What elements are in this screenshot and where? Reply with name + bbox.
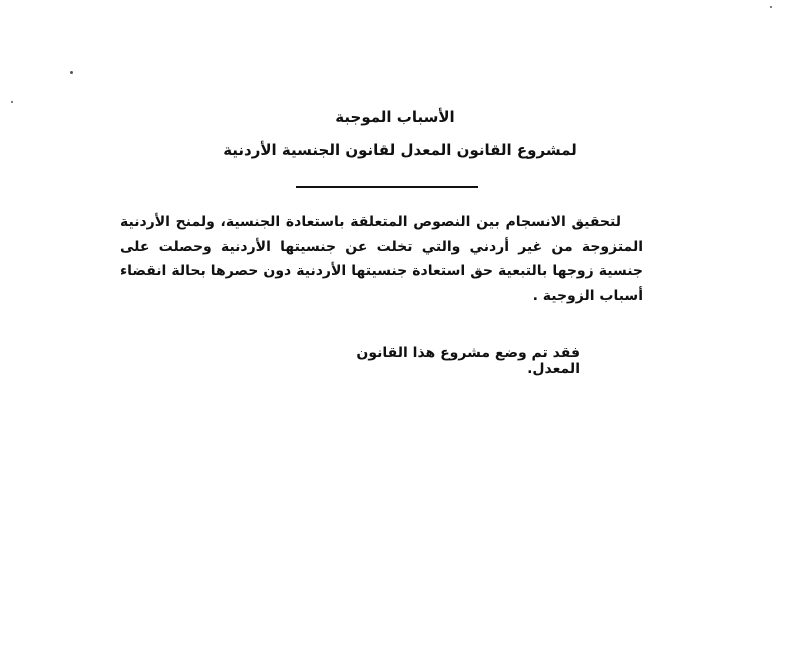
scan-speck xyxy=(11,101,13,103)
scan-speck xyxy=(770,6,772,8)
closing-sentence: فقد تم وضع مشروع هذا القانون المعدل. xyxy=(356,345,580,377)
document-subtitle: لمشروع القانون المعدل لقانون الجنسية الأردنية xyxy=(223,141,577,159)
scan-speck xyxy=(70,71,73,74)
body-paragraph xyxy=(120,210,643,308)
document-title: الأسباب الموجبة xyxy=(335,108,455,126)
title-divider xyxy=(296,186,478,188)
body-paragraph-text: لتحقيق الانسجام بين النصوص المتعلقة باستعادة الجنسية، ولمنح الأردنية المتزوجة من غير أردني والتي تخلت عن جنسيتها الأردنية وحصلت على جنسية زوجها بالتبعية حق استعادة جنسيتها الأردنية دون حصرها بحالة انقضاء أسباب الزوجية . xyxy=(120,214,643,304)
